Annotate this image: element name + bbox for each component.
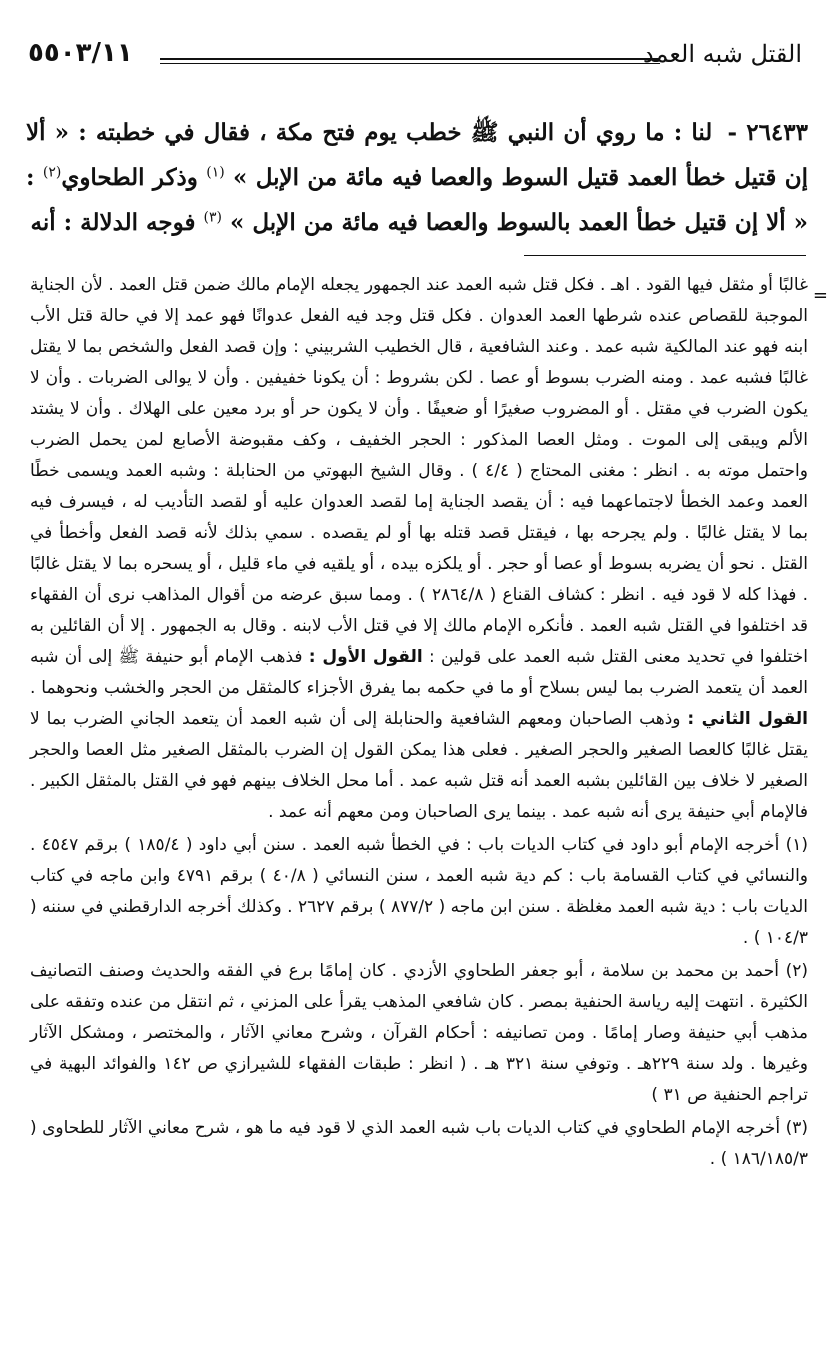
footnote-2-text: أحمد بن محمد بن سلامة ، أبو جعفر الطحاوي الأزدي . كان إمامًا برع في الفقه والحديث وصنف التصانيف الكثيرة . انتهت إليه رياسة الحنفية بمصر . كان شافعي المذهب يقرأ على المزني ، ثم انتقل من عنده وتفقه على مذهب أبي حنيفة وصار إمامًا . ومن تصانيفه : أحكام القرآن ، وشرح معاني الآثار ، والمختصر ، ومشكل الآثار وغيرها . ولد سنة ٢٢٩هـ . وتوفي سنة ٣٢١ هـ . ( انظر : طبقات الفقهاء للشيرازي ص ١٤٢ والفوائد البهية في تراجم الحنفية ص ٣١ ) — [30, 961, 809, 1105]
footnote-ref-1: (١) — [206, 164, 225, 181]
continued-footnote-text-a: غالبًا أو مثقل فيها القود . اهـ . فكل قتل شبه العمد عند الجمهور يجعله الإمام مالك ضمن قتل العمد . لأن الجناية الموجبة للقصاص عنده شرطها العمد العدوان . فكل قتل وجد فيه الفعل عدوانًا فهو عمد إلا في حالة قتل الأب ابنه فهو عند المالكية شبه عمد . وعند الشافعية ، قال الخطيب الشربيني : وإن قصد الفعل والشخص بما لا يقتل غالبًا فشبه عمد . ومنه الضرب بسوط أو عصا . لكن بشروط : أن يكونا خفيفين . وأن لا يوالى الضربات . وأن لا يكون الضرب في مقتل . أو المضروب صغيرًا أو ضعيفًا . وأن لا يكون حر أو برد معين على الهلاك . وأن لا يشتد الألم ويبقى إلى الموت . ومثل العصا المذكور : الحجر الخفيف ، وكف مقبوضة الأصابع لمن يحمل الضرب واحتمل موته به . انظر : مغنى المحتاج ( ٤/٤ ) . وقال الشيخ البهوتي من الحنابلة : وشبه العمد ويسمى خطًا العمد وعمد الخطأ لاجتماعهما فيه : أن يقصد الجناية إما لقصد العدوان عليه أو لقصد التأديب له ، فيسرف فيه بما لا يقتل غالبًا . ولم يجرحه بها ، فيقتل قصد قتله بها أو لم يقصده . سمي بذلك لأنه قصد الفعل وأخطأ في القتل . نحو أن يضربه بسوط أو عصا أو حجر . أو يلكزه بيده ، أو يلقيه في ماء قليل ، أو يسحره بما لا يقتل غالبًا . فهذا كله لا قود فيه . انظر : كشاف القناع ( ٢٨٦٤/٨ ) . ومما سبق عرضه من أقوال المذاهب نرى أن الفقهاء قد اختلفوا في القتل شبه العمد . فأنكره الإمام مالك إلا في قتل الأب لابنه . وقال به الجمهور . إلا أن القائلين به اختلفوا في تحديد معنى القتل شبه العمد على قولين : — [30, 275, 809, 667]
second-view-label: القول الثاني : — [687, 709, 809, 729]
main-text-segment-2: وذكر الطحاوي — [61, 164, 198, 191]
footnote-2-number: (٢) — [785, 961, 808, 981]
continuation-mark: = — [812, 285, 828, 306]
continued-footnote-text-b: فذهب الإمام أبو حنيفة ﷺ إلى أن شبه العمد أن يتعمد الضرب بما ليس بسلاح أو ما في حكمه بما يفرق الأجزاء كالمثقل من الحجر والخشب ونحوهما . — [30, 647, 808, 698]
paragraph-number: ٢٦٤٣٣ - — [727, 119, 808, 146]
footnotes — [22, 270, 820, 1175]
footnote-2 — [30, 956, 808, 1111]
continued-footnote-text-c: وذهب الصاحبان ومعهم الشافعية والحنابلة إلى أن شبه العمد أن يتعمد الجاني الضرب بما لا يقتل غالبًا كالعصا الصغير والحجر الصغير . فعلى هذا يمكن القول إن الضرب بالمثقل الصغير مثل العصا والحجر الصغير لا خلاف بين القائلين بشبه العمد أنه قتل شبه عمد . أما محل الخلاف بينهم فهو في القتل بالمثقل الكبير . فالإمام أبي حنيفة يرى أنه شبه عمد . بينما يرى الصاحبان ومن معهم أنه عمد . — [30, 709, 808, 822]
main-text-segment-1: لنا : ما روي أن النبي ﷺ خطب يوم فتح مكة ، فقال في خطبته : « ألا إن قتيل خطأ العمد قتيل السوط والعصا فيه مائة من الإبل » — [26, 119, 809, 191]
footnote-separator — [524, 255, 806, 256]
footnote-ref-3: (٣) — [203, 209, 222, 226]
footnote-3-number: (٣) — [785, 1118, 808, 1138]
footnote-3-text: أخرجه الإمام الطحاوي في كتاب الديات باب شبه العمد الذي لا قود فيه ما هو ، شرح معاني الآثار للطحاوى ( ١٨٦/١٨٥/٣ ) . — [30, 1118, 808, 1169]
book-page — [22, 38, 828, 1175]
footnote-3 — [30, 1113, 808, 1175]
page-number: ٥٥٠٣/١١ — [28, 38, 133, 68]
main-text-segment-4: فوجه الدلالة : أنه — [30, 209, 196, 236]
header-rule — [160, 58, 660, 64]
continued-footnote — [30, 270, 808, 828]
footnote-1 — [30, 830, 808, 954]
footnote-1-text: أخرجه الإمام أبو داود في كتاب الديات باب : في الخطأ شبه العمد . سنن أبي داود ( ١٨٥/٤ ) برقم ٤٥٤٧ . والنسائي في كتاب القسامة باب : كم دية شبه العمد ، سنن النسائي ( ٤٠/٨ ) برقم ٤٧٩١ وابن ماجه في كتاب الديات باب : دية شبه العمد مغلظة . سنن ابن ماجه ( ٨٧٧/٢ ) برقم ٢٦٢٧ . وكذلك أخرجه الدارقطني في سننه ( ١٠٤/٣ ) . — [30, 835, 809, 948]
footnote-1-number: (١) — [785, 835, 809, 855]
first-view-label: القول الأول : — [308, 647, 423, 667]
page-header — [22, 38, 820, 78]
footnote-ref-2: (٢) — [42, 164, 62, 181]
main-text-segment-3: : « ألا إن قتيل خطأ العمد بالسوط والعصا فيه مائة من الإبل » — [26, 164, 808, 236]
running-title: القتل شبه العمد — [642, 40, 802, 68]
main-paragraph — [22, 110, 820, 245]
